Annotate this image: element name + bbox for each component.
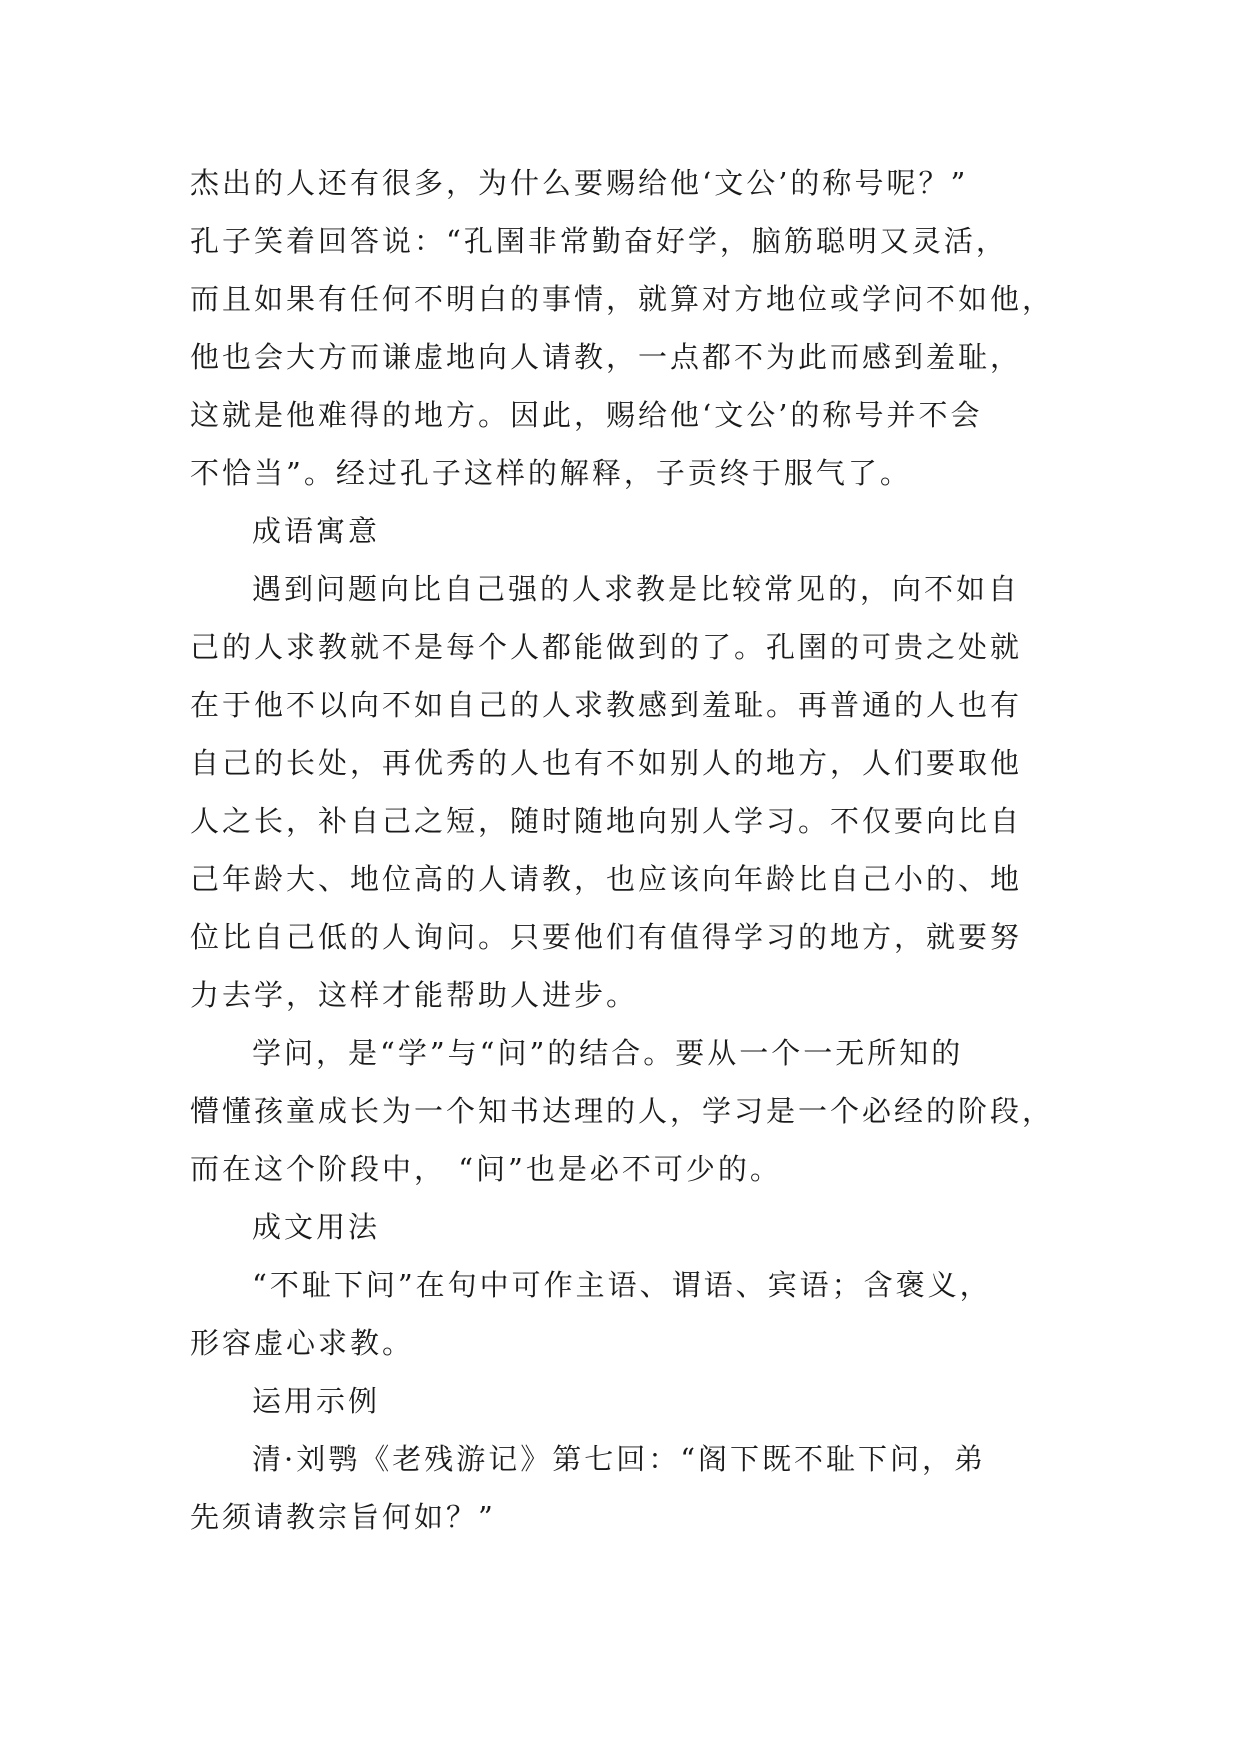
text-line: 己的人求教就不是每个人都能做到的了。孔圉的可贵之处就 [190,630,1023,664]
text-line: 自己的长处，再优秀的人也有不如别人的地方，人们要取他 [190,746,1023,780]
section-heading-usage: 成文用法 [252,1210,381,1244]
text-line: 不恰当”。经过孔子这样的解释，子贡终于服气了。 [190,456,912,490]
text-line: 位比自己低的人询问。只要他们有值得学习的地方，就要努 [190,920,1023,954]
text-line: 懵懂孩童成长为一个知书达理的人，学习是一个必经的阶段， [190,1094,1055,1128]
text-line: 杰出的人还有很多，为什么要赐给他‘文公’的称号呢？” [190,166,969,200]
text-line: 己年龄大、地位高的人请教，也应该向年龄比自己小的、地 [190,862,1023,896]
text-line: 在于他不以向不如自己的人求教感到羞耻。再普通的人也有 [190,688,1023,722]
text-line: 而在这个阶段中， “问”也是必不可少的。 [190,1152,782,1186]
text-line: 形容虚心求教。 [190,1326,415,1360]
text-line: “不耻下问”在句中可作主语、谓语、宾语；含褒义， [252,1268,992,1302]
text-line: 清·刘鹗《老残游记》第七回：“阁下既不耻下问，弟 [252,1442,987,1476]
text-line: 先须请教宗旨何如？” [190,1500,496,1534]
text-line: 这就是他难得的地方。因此，赐给他‘文公’的称号并不会 [190,398,983,432]
text-line: 他也会大方而谦虚地向人请教，一点都不为此而感到羞耻， [190,340,1023,374]
text-line: 遇到问题向比自己强的人求教是比较常见的，向不如自 [252,572,1021,606]
text-line: 学问，是“学”与“问”的结合。要从一个一无所知的 [252,1036,964,1070]
text-line: 人之长，补自己之短，随时随地向别人学习。不仅要向比自 [190,804,1023,838]
section-heading-examples: 运用示例 [252,1384,381,1418]
document-body [190,154,1090,1546]
text-line: 孔子笑着回答说：“孔圉非常勤奋好学，脑筋聪明又灵活， [190,224,1008,258]
text-line: 而且如果有任何不明白的事情，就算对方地位或学问不如他， [190,282,1055,316]
text-line: 力去学，这样才能帮助人进步。 [190,978,639,1012]
section-heading-idiom-meaning: 成语寓意 [252,514,381,548]
